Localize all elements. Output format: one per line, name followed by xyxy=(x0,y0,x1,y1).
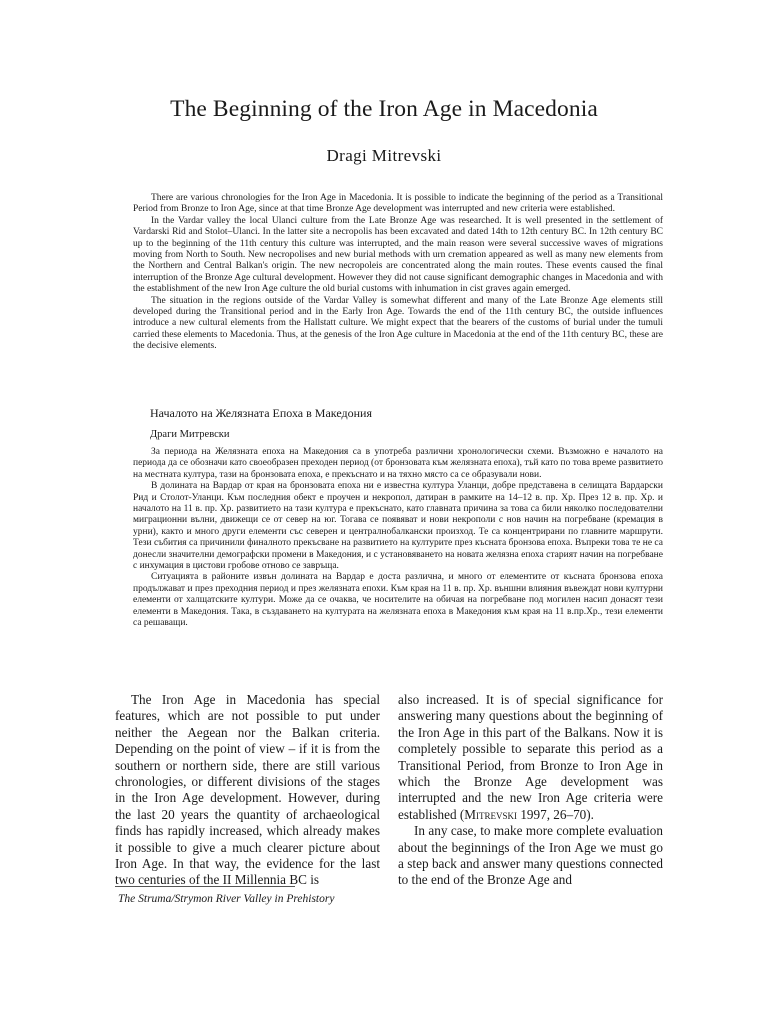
footer-rule xyxy=(115,886,295,887)
abstract-paragraph: In the Vardar valley the local Ulanci culture from the Late Bronze Age was researched. It is well presented in the settlement of Vardarski Rid and Stolot–Ulanci. In the latter site a necropolis has been excavated and dated 14th to 12th century BC. In 12th century BC up to the beginning of the 11th century this culture was interrupted, and the main reason were several successive waves of migrations moving from North to South. New necropolises and new burial methods with urn cremation appeared as well as many new elements from the Northern and Central Balkan's origin. The new necropoleis are concentrated along the main routes. These events caused the final interruption of the Bronze Age cultural development. However they did not cause significant demographic changes in Macedonia and with the establishment of the new Iron Age culture the old burial customs with inhumation in cist graves again emerged. xyxy=(133,215,663,295)
author-name: Dragi Mitrevski xyxy=(326,146,442,165)
abstract-paragraph: В долината на Вардар от края на бронзовата епоха ни е известна култура Уланци, добре представена в селищата Вардарски Рид и Столот-Уланци. Към последния обект е проучен и некропол, датиран в рамките на 14–12 в. пр. Хр. През 12 в. пр. Хр. и началото на 11 в. пр. Хр. развитието на тази култура е прекъснато, като главната причина за това са били няколко последователни миграционни вълни, движещи се от север на юг. Тогава се появяват и нови некрополи с нов начин на погребване (кремация в урни), както и много други елементи със северен и централнобалкански произход. Те са концентрирани по главните маршрути. Тези събития са причинили финалното прекъсване на развитието на културите през късната бронзова епоха. Въпреки това те не са донесли значителни демографски промени в Македония, и с установяването на новата желязна епоха старият начин на погребване с инхумация в цистови гробове отново се завръща. xyxy=(133,481,663,572)
body-paragraph: In any case, to make more complete evaluation about the beginnings of the Iron Age we must go a step back and answer many questions connected to the end of the Bronze Age and xyxy=(398,823,663,888)
abstract-paragraph: There are various chronologies for the Iron Age in Macedonia. It is possible to indicate the beginning of the period as a Transitional Period from Bronze to Iron Age, since at that time Bronze Age development was interrupted and new criteria were established. xyxy=(133,193,663,215)
english-abstract xyxy=(133,193,663,353)
bulgarian-title: Началото на Желязната Епоха в Македония xyxy=(150,406,372,420)
abstract-paragraph: The situation in the regions outside of the Vardar Valley is somewhat different and many of the Late Bronze Age elements still developed during the Transitional period and in the Early Iron Age. Towards the end of the 11th century BC, the outside influences introduce a new cultural elements from the Hallstatt culture. We might expect that the bearers of the customs of burial under the tumuli carried these elements to Macedonia. Thus, at the genesis of the Iron Age culture in Macedonia at the end of the 11th century BC, these are the decisive elements. xyxy=(133,295,663,352)
citation-detail: 1997, 26–70). xyxy=(517,806,594,822)
bulgarian-author: Драги Митревски xyxy=(150,429,230,440)
page-title: The Beginning of the Iron Age in Macedonia xyxy=(170,96,598,122)
body-paragraph: The Iron Age in Macedonia has special features, which are not possible to put under neither the Aegean nor the Balkan criteria. Depending on the point of view – if it is from the southern or northern side, there are still various chronologies, or different divisions of the stages in the Iron Age development. However, during the last 20 years the quantity of archaeological finds has rapidly increased, which already makes it possible to give a much clearer picture about Iron Age. In that way, the evidence for the last two centuries of the II Millennia BC is xyxy=(115,692,380,888)
abstract-paragraph: За периода на Желязната епоха на Македония са в употреба различни хронологически схеми. Възможно е началото на периода да се обозначи като своеобразен преходен период (от бронзовата към желязната епоха), тъй като по това време развитието на местната култура, тази на бронзовата епоха, е прекъснато и на тяхно място са се образували нови. xyxy=(133,447,663,480)
body-text: also increased. It is of special significance for answering many questions about the beginning of the Iron Age in this part of the Balkans. Now it is completely possible to separate this period as a Transitional Period, from Bronze to Iron Age in which the Bronze Age development was interrupted and the new Iron Age criteria were established ( xyxy=(398,692,663,822)
citation-author: Mitrevski xyxy=(464,806,518,822)
running-footer: The Struma/Strymon River Valley in Prehistory xyxy=(118,893,335,905)
bulgarian-abstract xyxy=(133,447,663,630)
body-column-left xyxy=(115,692,380,889)
body-paragraph xyxy=(398,692,663,823)
body-column-right xyxy=(398,692,663,889)
abstract-paragraph: Ситуацията в районите извън долината на Вардар е доста различна, и много от елементите от късната бронзова епоха продължават и през преходния период и през желязната епохи. Към края на 11 в. пр. Хр. външни влияния въвеждат нови културни елементи от халщатските култури. Може да се очаква, че носителите на обичая на погребване под могилен насип донасят тези елементи в Македония. Така, в създаването на културата на желязната епоха в Македония към края на 11 в.пр.Хр., тези елементи са решаващи. xyxy=(133,572,663,629)
